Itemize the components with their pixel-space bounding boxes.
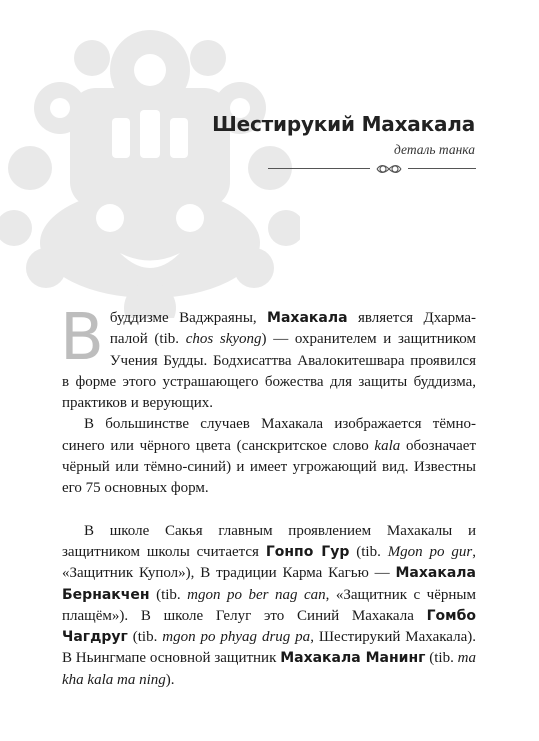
text-run: , «Защитник с чёрным плащём»). В школе Гелуг это Синий Махакала xyxy=(62,586,476,624)
italic-term: mgon po ber nag can xyxy=(187,586,326,603)
article-body xyxy=(60,301,476,691)
page-title: Шестирукий Махакала xyxy=(212,112,475,136)
text-run: , «Защитник Купол»), В традиции Карма Кагью — xyxy=(62,543,476,582)
text-run: В большинстве случаев Махакала изображается тёмно-синего или чёрного цвета (санскритское слово xyxy=(62,416,476,454)
italic-term: ma kha kala ma ning xyxy=(62,650,476,688)
italic-term: mgon po phyag drug pa xyxy=(162,629,311,646)
text-run: является Дхармапалой (tib. xyxy=(109,310,476,348)
paragraph-3 xyxy=(62,521,476,691)
paragraph-2-text xyxy=(62,416,476,496)
text-run: (tib. xyxy=(349,543,388,560)
italic-term: chos skyong xyxy=(185,331,262,348)
text-run: В школе Сакья главным проявлением Махакалы и защитником школы считается xyxy=(62,522,476,560)
text-run: ) — охранителем и защитником Учения Будды. Бодхисаттва Авалокитешвара проявился в форме этого устрашающего божества для защиты буддизма, практиков и верующих. xyxy=(62,331,476,412)
paragraph-1 xyxy=(60,301,476,414)
text-run: (tib. xyxy=(127,629,163,646)
bold-term: Махакала Манинг xyxy=(280,650,426,667)
paragraph-spacer xyxy=(62,500,476,521)
text-run: , Шестирукий Махакала). В Ньингмапе основной защитник xyxy=(62,629,476,667)
drop-cap: В xyxy=(60,301,104,375)
bold-term: Махакала xyxy=(267,310,348,326)
divider-line-right xyxy=(408,168,476,169)
text-run: обозначает чёрный или тёмно-синий) и имеет угрожающий вид. Известны его 75 основных форм. xyxy=(62,437,476,497)
text-run: буддизме Ваджраяны, xyxy=(109,310,268,326)
text-run: ). xyxy=(165,671,175,688)
decorative-ornament-watermark xyxy=(0,18,300,318)
endless-knot-icon xyxy=(374,160,404,178)
bold-term: Махакала Бернакчен xyxy=(62,565,476,603)
italic-term: Mgon po gur xyxy=(387,543,473,560)
bold-term: Гомбо Чагдруг xyxy=(62,607,476,646)
paragraph-3-text xyxy=(62,523,476,688)
page-subtitle: деталь танка xyxy=(394,142,475,157)
text-run: (tib. xyxy=(425,650,458,667)
bold-term: Гонпо Гур xyxy=(265,543,350,560)
divider-line-left xyxy=(268,168,370,169)
text-run: (tib. xyxy=(149,586,188,603)
italic-term: kala xyxy=(374,437,401,454)
paragraph-1-text xyxy=(60,301,476,412)
paragraph-2 xyxy=(62,414,476,499)
